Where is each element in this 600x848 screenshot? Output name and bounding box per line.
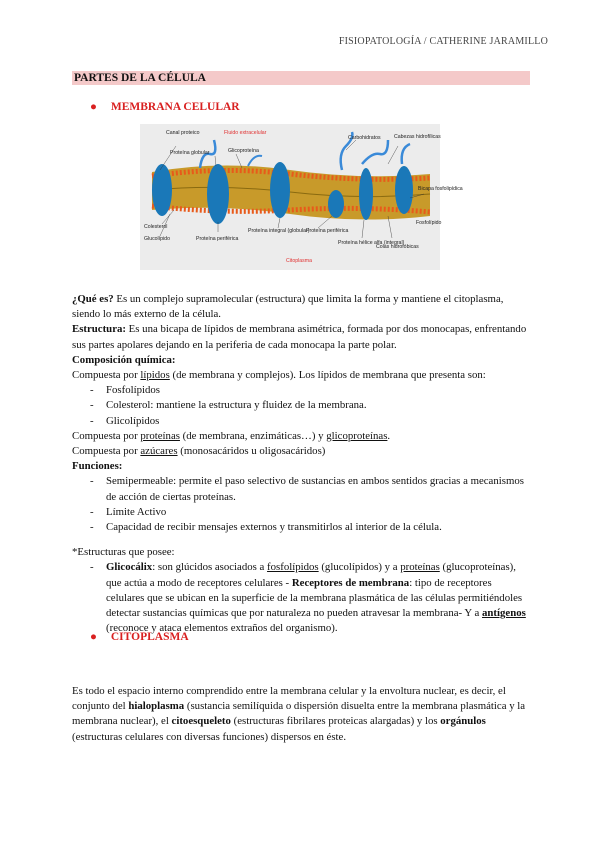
page-header: FISIOPATOLOGÍA / CATHERINE JARAMILLO: [338, 36, 548, 47]
lipidos-paragraph: [72, 368, 532, 383]
citoplasma-content: [72, 684, 532, 745]
lipidos-list: [72, 383, 532, 429]
label-glucolipido: Glucolípido: [144, 236, 170, 242]
list-item: - Fosfolípidos: [72, 383, 532, 398]
que-es-paragraph: [72, 292, 532, 322]
label-cabezas-hidrofilicas: Cabezas hidrofílicas: [394, 134, 441, 140]
label-proteina-periferica-2: Proteína periférica: [306, 228, 349, 234]
glicocalix-fosfolipidos: fosfolípidos: [267, 561, 319, 574]
lipidos-pre: Compuesta por: [72, 369, 141, 382]
membrane-illustration: [140, 124, 463, 270]
list-item: - Semipermeable: permite el paso selectivo de sustancias en ambos sentidos gracias a mecanismos de acción de ciertas proteínas.: [72, 474, 532, 504]
membrana-content: [72, 292, 532, 636]
proteinas-post: .: [387, 429, 391, 442]
azucares-pre: Compuesta por: [72, 445, 141, 458]
label-canal-proteico: Canal proteico: [166, 130, 200, 136]
lipidos-post: (de membrana y complejos). Los lípidos de membrana que presenta son:: [169, 369, 486, 382]
glicocalix-t3: (glucoproteínas), que actúa a modo de receptores celulares -: [106, 561, 516, 589]
glicoproteinas-word: glicoproteínas: [326, 429, 388, 442]
list-item: - Capacidad de recibir mensajes externos y transmitirlos al interior de la célula.: [72, 520, 532, 535]
section-title: PARTES DE LA CÉLULA: [74, 72, 206, 84]
glicocalix-label: Glicocálix: [106, 561, 153, 574]
glicocalix-t1: : son glúcidos asociados a: [152, 561, 268, 574]
label-proteina-globular: Proteína globular: [170, 150, 210, 156]
label-bicapa: Bicapa fosfolipídica: [418, 186, 463, 192]
citoplasma-t1: Es todo el espacio interno comprendido entre la membrana celular y la envoltura nuclear, es decir, el conjunto del: [72, 685, 506, 713]
funciones-label: Funciones:: [72, 460, 123, 473]
hialoplasma-term: hialoplasma: [128, 700, 185, 713]
proteinas-paragraph: [72, 429, 532, 444]
list-item: - Glicolípidos: [72, 414, 532, 429]
lipidos-link: lípidos: [140, 369, 170, 382]
glicocalix-item: [72, 560, 532, 636]
bullet-dot-icon: ●: [90, 101, 97, 113]
receptores-text: : tipo de receptores celulares que se ubican en la superficie de la membrana plasmática de las células permitiéndoles detectar sustancias químicas que por naturaleza no pueden atravesar la membrana- Y a: [106, 576, 523, 620]
citoplasma-t2: (sustancia semilíquida o dispersión disuelta entre la membrana plasmática y la membrana nuclear), el: [72, 700, 526, 728]
azucares-word: azúcares: [140, 445, 178, 458]
que-es-text: Es un complejo supramolecular (estructura) que limita la forma y mantiene el citoplasma, siendo lo más externo de la célula.: [72, 293, 504, 321]
composicion-label: Composición química:: [72, 353, 176, 366]
label-citoplasma: Citoplasma: [286, 258, 312, 264]
label-fosfolipido: Fosfolípido: [416, 220, 442, 226]
label-proteina-periferica-1: Proteína periférica: [196, 236, 239, 242]
membrana-title: MEMBRANA CELULAR: [110, 101, 240, 113]
estructura-label: Estructura:: [72, 323, 126, 336]
label-colesterol: Colesterol: [144, 224, 168, 230]
antigenos-label: antígenos: [482, 607, 526, 620]
azucares-post: (monosacáridos u oligosacáridos): [177, 445, 326, 458]
list-item: - Colesterol: mantiene la estructura y fluidez de la membrana.: [72, 398, 532, 413]
label-glicoproteina: Glicoproteína: [228, 148, 259, 154]
glicocalix-proteinas: proteínas: [400, 561, 440, 574]
funciones-list: [72, 474, 532, 535]
proteinas-mid: (de membrana, enzimáticas…) y: [179, 429, 327, 442]
receptores-label: Receptores de membrana: [291, 576, 410, 589]
que-es-label: ¿Qué es?: [72, 293, 114, 305]
citoesqueleto-term: citoesqueleto: [171, 715, 231, 728]
membrana-heading: [90, 101, 240, 113]
bullet-dot-icon: ●: [90, 631, 97, 643]
label-carbohidratos: Carbohidratos: [348, 135, 381, 141]
citoplasma-paragraph: [72, 684, 532, 745]
azucares-paragraph: [72, 444, 532, 459]
cell-membrane-diagram: [140, 124, 463, 270]
glicocalix-t2: (glucolípidos) y a: [318, 561, 401, 574]
antigenos-text: (reconoce y ataca elementos extraños del organismo).: [106, 622, 338, 635]
proteinas-pre: Compuesta por: [72, 429, 141, 442]
label-colas-hidrofobicas: Colas hidrofóbicas: [376, 244, 419, 250]
organulos-term: orgánulos: [440, 715, 486, 728]
label-fluido-extracelular: Fluido extracelular: [224, 130, 267, 136]
proteinas-word: proteínas: [140, 429, 180, 442]
estructuras-list: [72, 560, 532, 636]
citoplasma-t3: (estructuras fibrilares proteicas alargadas) y los: [230, 715, 441, 728]
citoplasma-t4: (estructuras celulares con diversas funciones) dispersos en éste.: [72, 730, 347, 743]
estructuras-intro: *Estructuras que posee:: [72, 546, 175, 559]
citoplasma-title: CITOPLASMA: [110, 631, 189, 643]
list-item: - Límite Activo: [72, 505, 532, 520]
label-proteina-integral: Proteína integral (globular): [248, 228, 310, 234]
estructura-text: Es una bicapa de lípidos de membrana asimétrica, formada por dos monocapas, enfrentando sus partes apolares dejando en la periferia de cada monocapa la parte polar.: [72, 323, 527, 351]
citoplasma-heading: [90, 631, 189, 643]
label-proteina-helice: Proteína hélice alfa (integral): [338, 240, 405, 246]
estructura-paragraph: [72, 322, 532, 352]
